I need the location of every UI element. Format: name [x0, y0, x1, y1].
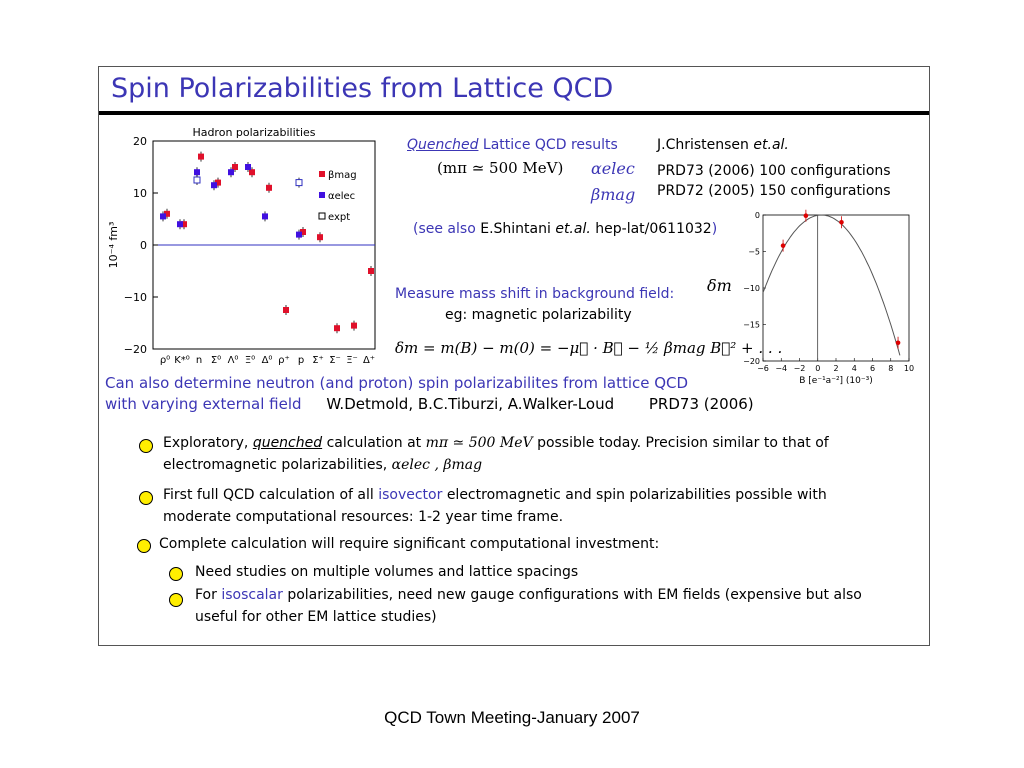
eg-magnetic: eg: magnetic polarizability	[445, 307, 632, 323]
b2-isovector: isovector	[378, 487, 443, 503]
data-point-βmag	[249, 169, 255, 175]
b1-math2: αelec , βmag	[391, 457, 483, 473]
x-tick-label: p	[297, 355, 305, 366]
legend-entry: expt	[328, 212, 351, 223]
bullet-3: Complete calculation will require significant computational investment:	[159, 536, 660, 552]
bullet-dot-3	[137, 539, 151, 553]
data-point-βmag	[232, 164, 238, 170]
y-tick-label: 0	[140, 239, 147, 252]
data-point-βmag	[317, 234, 323, 240]
can-also-line1: Can also determine neutron (and proton) spin polarizabilites from lattice QCD	[105, 374, 689, 392]
b1-c: possible today. Precision similar to that of	[537, 435, 829, 451]
measure-mass-shift: Measure mass shift in background field:	[395, 286, 675, 302]
data-point-expt	[194, 177, 200, 183]
shintani-author: E.Shintani	[480, 221, 551, 237]
etal-2: et.al.	[555, 221, 591, 237]
x-tick-label: Ξ⁰	[244, 355, 256, 366]
data-point-βmag	[334, 325, 340, 331]
hadron-polarizabilities-chart	[105, 125, 395, 370]
mass-shift-plot	[739, 207, 919, 393]
delta-m-label: δm	[707, 276, 732, 295]
mass-shift-equation: δm = m(B) − m(0) = −μ⃗ · B⃗ − ½ βmag B⃗² + . . .	[395, 339, 783, 357]
data-point-αelec	[177, 221, 183, 227]
y-tick-label: −20	[123, 343, 147, 356]
etal-1: et.al.	[753, 137, 789, 153]
x-tick-label: 8	[888, 364, 894, 373]
bullet-4: Need studies on multiple volumes and lattice spacings	[195, 564, 579, 580]
varying-field: with varying external field	[105, 395, 302, 413]
x-tick-label: 4	[851, 364, 857, 373]
x-tick-label: 6	[869, 364, 876, 373]
data-point-βmag	[283, 307, 289, 313]
b2-a: First full QCD calculation of all	[163, 487, 374, 503]
b5-isoscalar: isoscalar	[221, 587, 283, 603]
y-tick-label: −5	[748, 247, 760, 257]
x-tick-label: Σ⁻	[329, 355, 341, 366]
data-point-βmag	[368, 268, 374, 274]
x-tick-label: Δ⁰	[261, 355, 273, 366]
data-point-αelec	[160, 213, 166, 219]
bullet-2-line1	[163, 487, 827, 503]
data-point	[839, 220, 844, 225]
bullet-dot-5	[169, 593, 183, 607]
see-also-close: )	[711, 221, 718, 237]
bullet-2-line2: moderate computational resources: 1-2 year time frame.	[163, 509, 564, 525]
bullet-5-line2: useful for other EM lattice studies)	[195, 609, 437, 625]
legend-entry: αelec	[328, 191, 356, 202]
slide-title: Spin Polarizabilities from Lattice QCD	[111, 73, 614, 104]
x-tick-label: Λ⁰	[227, 355, 239, 366]
title-rule	[99, 111, 929, 115]
data-point-expt	[296, 180, 302, 186]
see-also-open: (see also	[413, 221, 476, 237]
b1-math: mπ ≃ 500 MeV	[425, 435, 533, 451]
x-tick-label: 0	[815, 364, 821, 373]
b2-b: electromagnetic and spin polarizabilities possible with	[446, 487, 827, 503]
bullet-1-line2	[163, 457, 482, 473]
b1-d: electromagnetic polarizabilities,	[163, 457, 388, 473]
data-point	[781, 243, 786, 248]
detmold-authors: W.Detmold, B.C.Tiburzi, A.Walker-Loud	[326, 395, 615, 413]
data-point	[804, 213, 809, 218]
bullet-dot-1	[139, 439, 153, 453]
b5-a: For	[195, 587, 217, 603]
christensen-ref	[657, 137, 789, 153]
data-point-αelec	[296, 232, 302, 238]
plot-frame	[763, 215, 909, 361]
y-tick-label: −15	[743, 320, 760, 330]
b1-quenched: quenched	[252, 435, 323, 451]
bullet-dot-2	[139, 491, 153, 505]
x-tick-label: Σ⁺	[312, 355, 324, 366]
data-point-αelec	[262, 213, 268, 219]
mpi-expression: (mπ ≃ 500 MeV)	[437, 159, 564, 177]
fit-curve	[763, 215, 900, 355]
slide-frame	[98, 66, 930, 646]
quenched-word: Quenched	[407, 137, 479, 153]
data-point-βmag	[266, 185, 272, 191]
shintani-ref: hep-lat/0611032	[595, 221, 712, 237]
y-tick-label: −10	[123, 291, 147, 304]
x-tick-label: ρ⁰	[159, 355, 171, 366]
results-label: Lattice QCD results	[482, 137, 618, 153]
x-tick-label: Δ⁺	[362, 355, 376, 366]
bullet-dot-4	[169, 567, 183, 581]
data-point-βmag	[198, 154, 204, 160]
legend-entry: βmag	[328, 170, 357, 181]
x-tick-label: Ξ⁻	[346, 355, 358, 366]
legend-marker	[319, 213, 325, 219]
data-point-αelec	[194, 169, 200, 175]
y-tick-label: 0	[754, 211, 760, 220]
ref-prd73: PRD73 (2006) 100 configurations	[657, 163, 891, 179]
data-point	[896, 340, 901, 345]
bullet-5-line1	[195, 587, 862, 603]
data-point-αelec	[245, 164, 251, 170]
b1-b: calculation at	[326, 435, 422, 451]
x-tick-label: −4	[775, 364, 788, 373]
y-tick-label: 20	[133, 135, 147, 148]
x-tick-label: K*⁰	[174, 355, 190, 366]
y-tick-label: −10	[743, 284, 760, 293]
author-christensen: J.Christensen	[657, 137, 749, 153]
y-tick-label: −20	[743, 357, 760, 366]
beta-mag-label: βmag	[591, 185, 636, 204]
x-tick-label: n	[195, 355, 203, 366]
data-point-αelec	[211, 182, 217, 188]
x-tick-label: Σ⁰	[210, 355, 222, 366]
y-axis-label: 10⁻⁴ fm³	[107, 221, 120, 269]
x-tick-label: 2	[833, 364, 839, 373]
x-axis-label: B [e⁻¹a⁻²] (10⁻³)	[799, 376, 873, 386]
legend-marker	[319, 171, 325, 177]
can-also-line2	[105, 395, 754, 413]
x-tick-label: 10	[903, 364, 915, 373]
data-point-βmag	[351, 323, 357, 329]
detmold-ref: PRD73 (2006)	[648, 395, 754, 413]
y-tick-label: 10	[133, 187, 147, 200]
chart-title: Hadron polarizabilities	[192, 126, 316, 139]
x-tick-label: −6	[757, 364, 769, 373]
alpha-elec-label: αelec	[591, 159, 635, 178]
b5-b: polarizabilities, need new gauge configurations with EM fields (expensive but also	[287, 587, 862, 603]
quenched-results-line	[407, 137, 618, 153]
x-tick-label: −2	[793, 364, 806, 373]
data-point-αelec	[228, 169, 234, 175]
ref-prd72: PRD72 (2005) 150 configurations	[657, 183, 891, 199]
bullet-1-line1	[163, 435, 829, 451]
legend-marker	[319, 192, 325, 198]
see-also-line	[413, 221, 717, 237]
x-tick-label: ρ⁺	[278, 355, 290, 366]
footer-text: QCD Town Meeting-January 2007	[384, 708, 640, 727]
b1-a: Exploratory,	[163, 435, 249, 451]
